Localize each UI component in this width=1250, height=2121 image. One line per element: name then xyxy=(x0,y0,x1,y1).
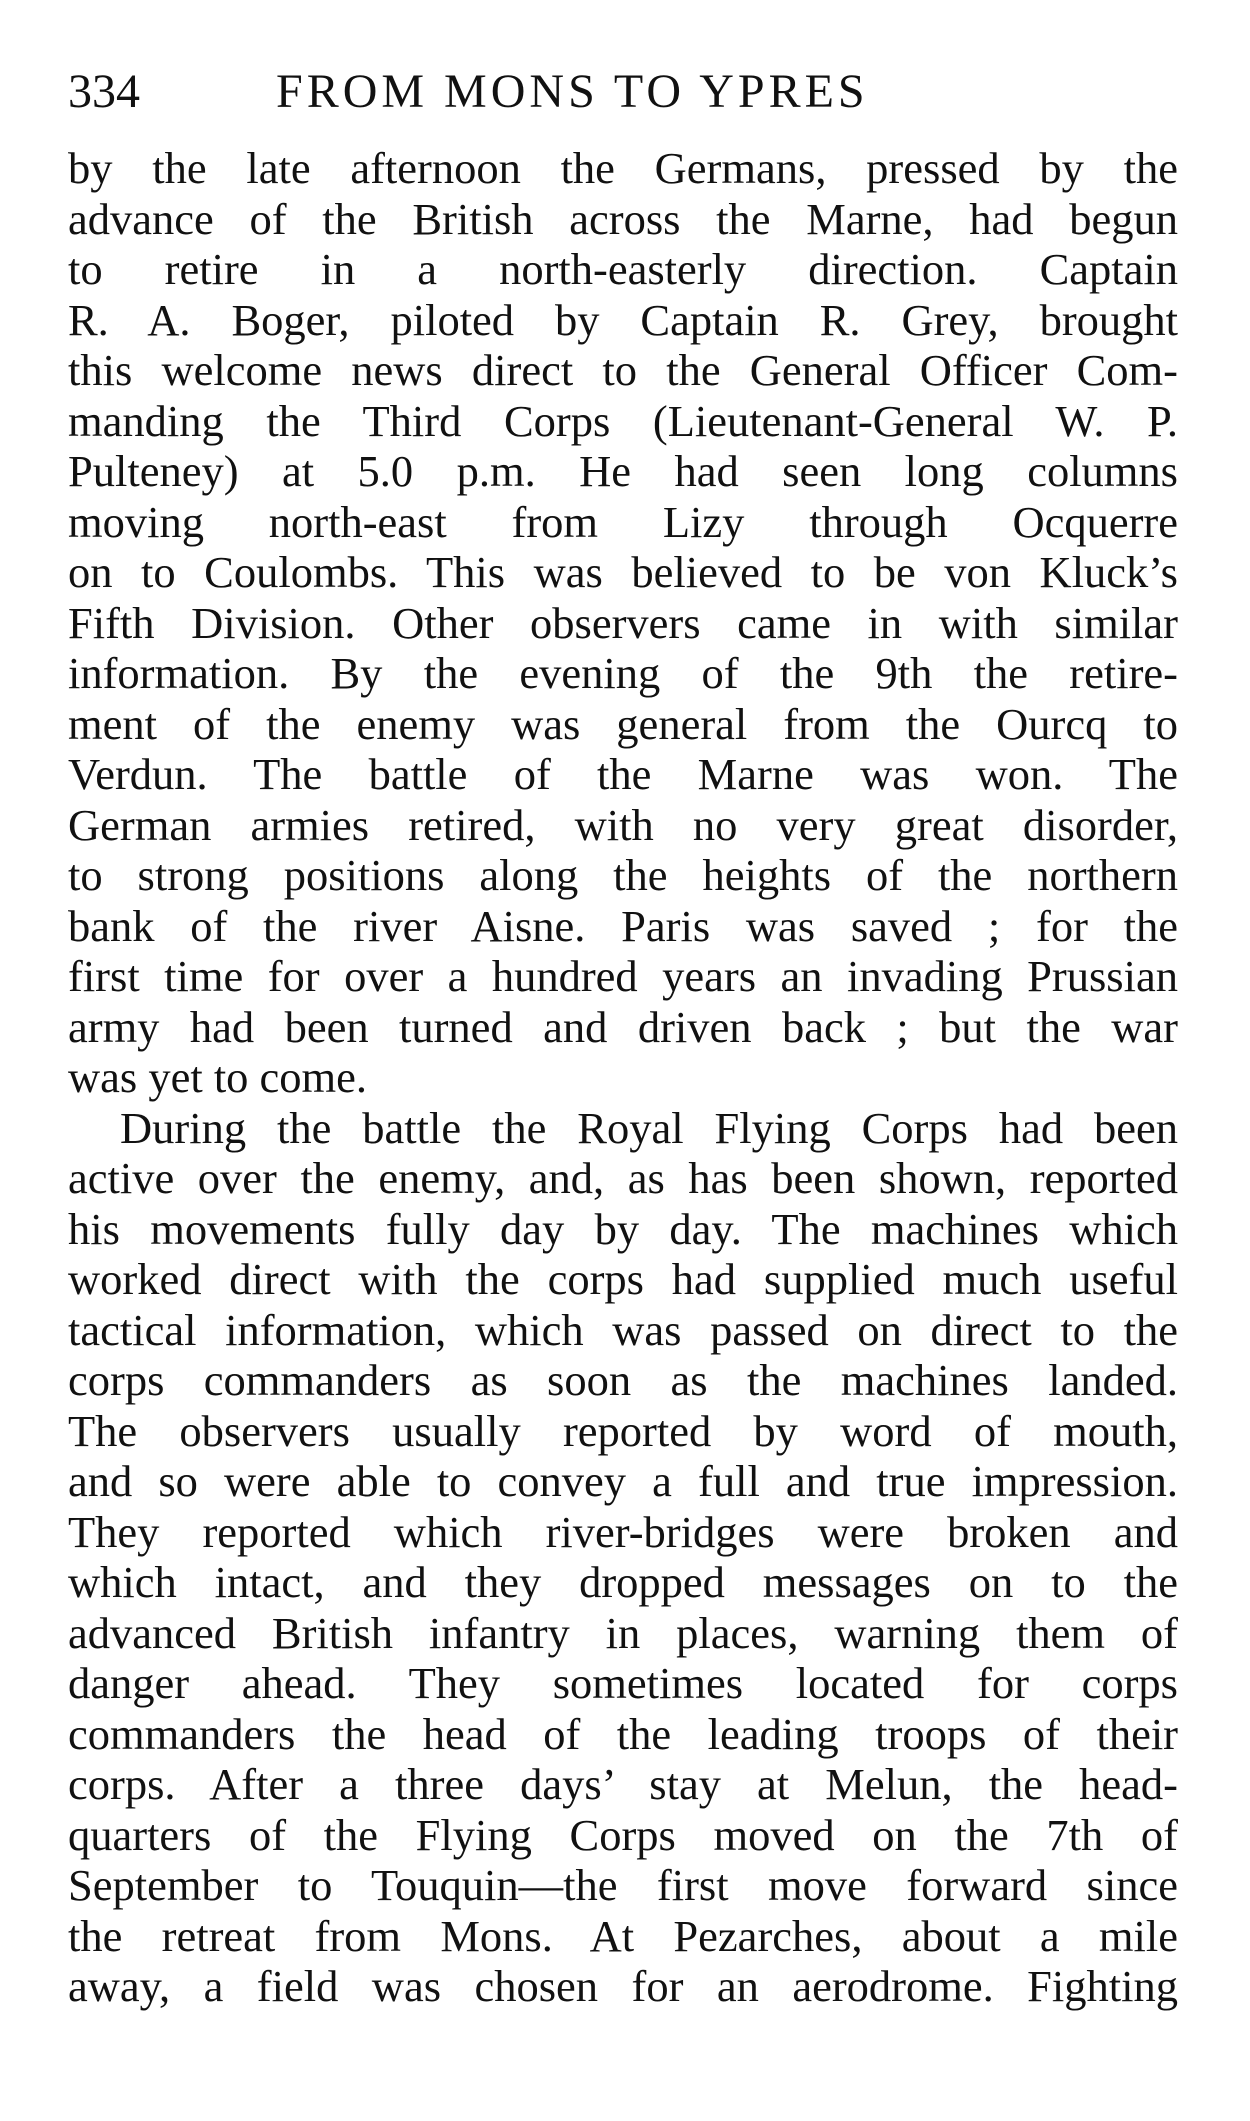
text-line: on to Coulombs. This was believed to be von Kluck’s xyxy=(68,547,1178,597)
text-line: active over the enemy, and, as has been shown, reported xyxy=(68,1153,1178,1203)
text-line: danger ahead. They sometimes located for corps xyxy=(68,1658,1178,1708)
page-number: 334 xyxy=(68,65,140,118)
paragraph-1 xyxy=(68,143,1178,1103)
text-line: manding the Third Corps (Lieutenant-General W. P. xyxy=(68,395,1178,446)
text-line: army had been turned and driven back ; but the war xyxy=(68,1001,1178,1052)
text-line: to strong positions along the heights of the northern xyxy=(68,850,1178,900)
text-line: worked direct with the corps had supplied much useful xyxy=(68,1254,1178,1304)
text-line: to retire in a north-easterly direction. Captain xyxy=(68,244,1178,294)
text-line: first time for over a hundred years an invading Prussian xyxy=(68,951,1178,1001)
running-head xyxy=(68,62,1178,122)
text-line: moving north-east from Lizy through Ocquerre xyxy=(68,496,1178,547)
text-line: and so were able to convey a full and true impression. xyxy=(68,1456,1178,1506)
running-title: FROM MONS TO YPRES xyxy=(276,65,869,118)
text-line: During the battle the Royal Flying Corps had been xyxy=(120,1102,1178,1153)
text-line: was yet to come. xyxy=(68,1052,368,1102)
text-line: The observers usually reported by word of mouth, xyxy=(68,1405,1178,1456)
text-line: They reported which river-bridges were broken and xyxy=(68,1506,1178,1557)
text-line: advanced British infantry in places, warning them of xyxy=(68,1607,1178,1658)
text-line: R. A. Boger, piloted by Captain R. Grey, brought xyxy=(68,294,1178,345)
text-line: this welcome news direct to the General Officer Com- xyxy=(68,345,1178,395)
text-line: German armies retired, with no very great disorder, xyxy=(68,799,1178,850)
text-line: his movements fully day by day. The machines which xyxy=(68,1203,1178,1254)
text-line: advance of the British across the Marne, had begun xyxy=(68,193,1178,244)
text-line: away, a field was chosen for an aerodrome. Fighting xyxy=(68,1961,1178,2011)
text-line: corps. After a three days’ stay at Melun, the head- xyxy=(68,1759,1178,1809)
text-line: by the late afternoon the Germans, pressed by the xyxy=(68,143,1178,193)
text-line: bank of the river Aisne. Paris was saved ; for the xyxy=(68,900,1178,951)
text-line: which intact, and they dropped messages on to the xyxy=(68,1557,1178,1607)
text-line: Verdun. The battle of the Marne was won. The xyxy=(68,749,1178,799)
text-line: Fifth Division. Other observers came in with similar xyxy=(68,597,1178,648)
text-line: ment of the enemy was general from the Ourcq to xyxy=(68,698,1178,749)
text-line: information. By the evening of the 9th the retire- xyxy=(68,648,1178,698)
text-line: quarters of the Flying Corps moved on the 7th of xyxy=(68,1809,1178,1860)
text-line: September to Touquin—the first move forward since xyxy=(68,1860,1178,1910)
text-line: corps commanders as soon as the machines landed. xyxy=(68,1355,1178,1405)
body-text xyxy=(68,143,1178,2012)
text-line: commanders the head of the leading troops of their xyxy=(68,1708,1178,1759)
paragraph-2 xyxy=(68,1103,1178,2012)
text-line: tactical information, which was passed on direct to the xyxy=(68,1304,1178,1355)
text-line: Pulteney) at 5.0 p.m. He had seen long columns xyxy=(68,446,1178,496)
text-line: the retreat from Mons. At Pezarches, about a mile xyxy=(68,1910,1178,1961)
